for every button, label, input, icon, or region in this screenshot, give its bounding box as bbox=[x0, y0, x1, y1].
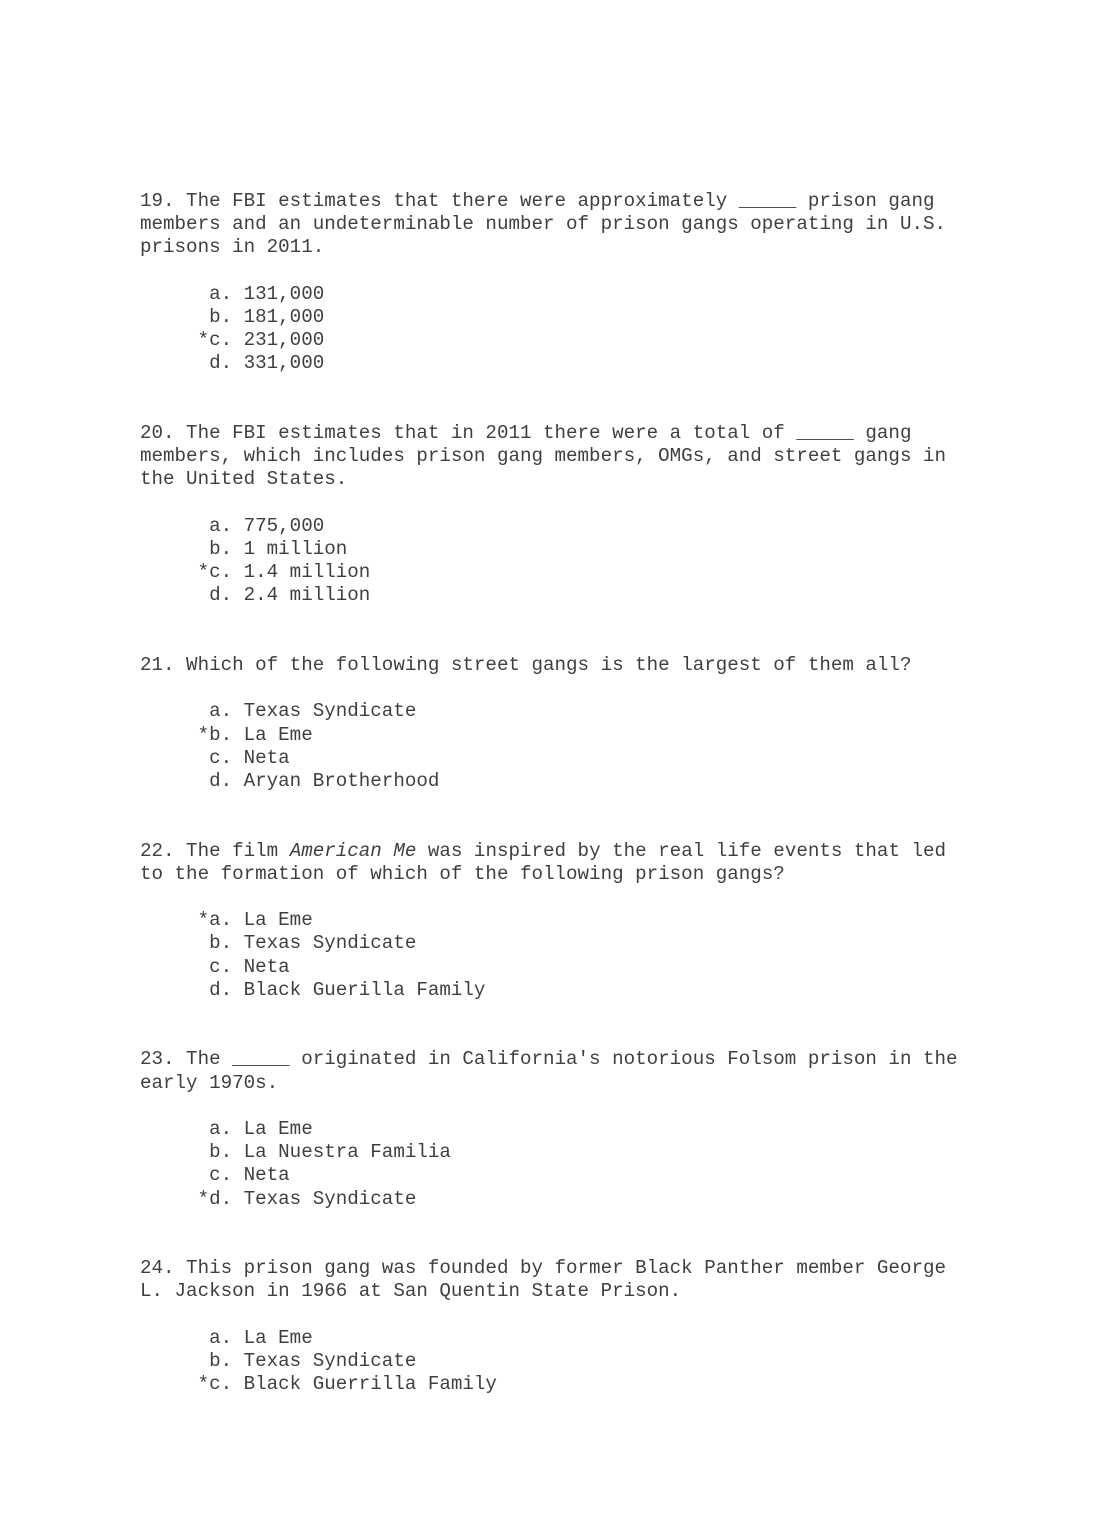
answer-option-correct: *b. La Eme bbox=[140, 723, 313, 746]
answer-option: a. La Eme bbox=[140, 1117, 313, 1140]
answer-option: b. La Nuestra Familia bbox=[140, 1141, 451, 1164]
question-block bbox=[140, 190, 958, 376]
question-block bbox=[140, 422, 958, 608]
question-block bbox=[140, 1257, 958, 1396]
answer-option: d. 331,000 bbox=[140, 352, 325, 375]
options-list bbox=[140, 515, 958, 608]
film-title-italic: American Me bbox=[289, 839, 417, 862]
question-text-segment: members, which includes prison gang members, OMGs, and street gangs in bbox=[140, 445, 947, 468]
answer-option: a. 131,000 bbox=[140, 282, 325, 305]
question-text-segment: 20. The FBI estimates that in 2011 there were a total of _____ gang bbox=[140, 422, 912, 444]
answer-option: d. 2.4 million bbox=[140, 584, 371, 607]
answer-option-correct: *c. Black Guerrilla Family bbox=[140, 1373, 497, 1396]
options-list bbox=[140, 909, 958, 1002]
question-block bbox=[140, 840, 958, 1002]
question-text-segment: members and an undeterminable number of prison gangs operating in U.S. bbox=[140, 213, 947, 236]
options-list bbox=[140, 1118, 958, 1211]
question-text bbox=[140, 190, 958, 260]
quiz-questions bbox=[140, 190, 958, 1396]
question-text-segment: was inspired by the real life events that led bbox=[416, 839, 947, 862]
question-text-segment: L. Jackson in 1966 at San Quentin State Prison. bbox=[140, 1280, 682, 1303]
answer-option-correct: *c. 231,000 bbox=[140, 329, 325, 352]
question-text-segment: prisons in 2011. bbox=[140, 236, 325, 259]
answer-option: d. Black Guerilla Family bbox=[140, 978, 486, 1001]
question-text-segment: early 1970s. bbox=[140, 1071, 279, 1094]
question-text bbox=[140, 422, 958, 492]
question-text-segment: to the formation of which of the following prison gangs? bbox=[140, 862, 785, 885]
answer-option: a. Texas Syndicate bbox=[140, 700, 417, 723]
question-block bbox=[140, 1048, 958, 1210]
answer-option: b. Texas Syndicate bbox=[140, 1349, 417, 1372]
answer-option: c. Neta bbox=[140, 955, 290, 978]
question-text-segment: 23. The _____ originated in California's notorious Folsom prison in the bbox=[140, 1048, 958, 1071]
question-text bbox=[140, 654, 958, 677]
answer-option: b. 1 million bbox=[140, 538, 348, 560]
answer-option: d. Aryan Brotherhood bbox=[140, 770, 440, 792]
question-text-segment: the United States. bbox=[140, 468, 348, 491]
question-text bbox=[140, 1257, 958, 1303]
options-list bbox=[140, 283, 958, 376]
answer-option: b. 181,000 bbox=[140, 306, 325, 328]
question-text bbox=[140, 840, 958, 886]
answer-option: c. Neta bbox=[140, 746, 290, 769]
question-text-segment: 24. This prison gang was founded by former Black Panther member George bbox=[140, 1257, 947, 1280]
answer-option: a. 775,000 bbox=[140, 514, 325, 537]
question-block bbox=[140, 654, 958, 793]
question-text-segment: 22. The film bbox=[140, 839, 290, 862]
answer-option: b. Texas Syndicate bbox=[140, 932, 417, 955]
question-text-segment: 21. Which of the following street gangs is the largest of them all? bbox=[140, 654, 912, 676]
question-text-segment: 19. The FBI estimates that there were approximately _____ prison gang bbox=[140, 190, 935, 212]
question-text bbox=[140, 1048, 958, 1094]
answer-option-correct: *a. La Eme bbox=[140, 909, 313, 932]
answer-option-correct: *d. Texas Syndicate bbox=[140, 1187, 417, 1210]
options-list bbox=[140, 700, 958, 793]
options-list bbox=[140, 1327, 958, 1397]
answer-option-correct: *c. 1.4 million bbox=[140, 561, 371, 584]
answer-option: c. Neta bbox=[140, 1164, 290, 1187]
answer-option: a. La Eme bbox=[140, 1326, 313, 1349]
